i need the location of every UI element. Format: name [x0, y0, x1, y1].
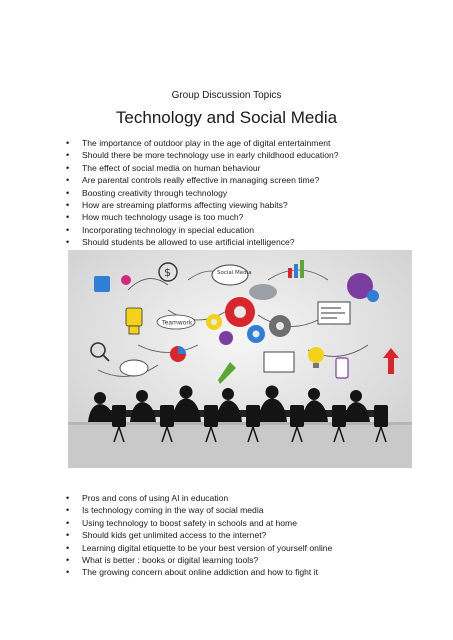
gear-icon-yellow — [206, 314, 222, 330]
phone-icon — [336, 358, 348, 378]
monitor-icon — [264, 352, 294, 372]
list-item: • The importance of outdoor play in the age of digital entertainment — [64, 137, 424, 149]
list-item: • Learning digital etiquette to be your best version of yourself online — [64, 542, 424, 554]
list-item: • What is better : books or digital learning tools? — [64, 554, 424, 566]
pie-chart-icon — [170, 346, 186, 362]
speech-bubble-icon — [120, 360, 148, 376]
list-item: • Should there be more technology use in early childhood education? — [64, 149, 424, 161]
pink-heart-icon — [121, 275, 131, 285]
gear-icon-purple — [219, 331, 233, 345]
svg-text:Teamwork: Teamwork — [162, 319, 193, 327]
topics-list-2 — [64, 492, 424, 579]
list-item: • Should kids get unlimited access to the internet? — [64, 529, 424, 541]
gear-icon-gray — [269, 315, 291, 337]
list-item: • Pros and cons of using AI in education — [64, 492, 424, 504]
topics-list-1 — [64, 137, 424, 249]
browser-window-icon — [318, 302, 350, 324]
list-item: • Should students be allowed to use artificial intelligence? — [64, 236, 424, 248]
list-item: • Incorporating technology in special education — [64, 224, 424, 236]
document-title: Technology and Social Media — [115, 108, 338, 127]
svg-text:Social Media: Social Media — [217, 270, 252, 276]
list-item: • The effect of social media on human behaviour — [64, 162, 424, 174]
list-item: • Is technology coming in the way of social media — [64, 504, 424, 516]
thumbs-up-icon — [94, 276, 110, 292]
list-item: • Are parental controls really effective in managing screen time? — [64, 174, 424, 186]
technology-meeting-illustration — [68, 250, 412, 468]
teamwork-label — [157, 315, 195, 329]
list-item: • Using technology to boost safety in schools and at home — [64, 517, 424, 529]
document-header: Group Discussion Topics — [171, 90, 282, 101]
gear-icon-blue — [247, 325, 265, 343]
cloud-icon — [249, 284, 277, 300]
gear-icon-red — [225, 297, 255, 327]
list-item: • The growing concern about online addiction and how to fight it — [64, 566, 424, 578]
list-item: • How are streaming platforms affecting viewing habits? — [64, 199, 424, 211]
svg-text:$: $ — [164, 266, 171, 279]
list-item: • How much technology usage is too much? — [64, 211, 424, 223]
list-item: • Boosting creativity through technology — [64, 187, 424, 199]
